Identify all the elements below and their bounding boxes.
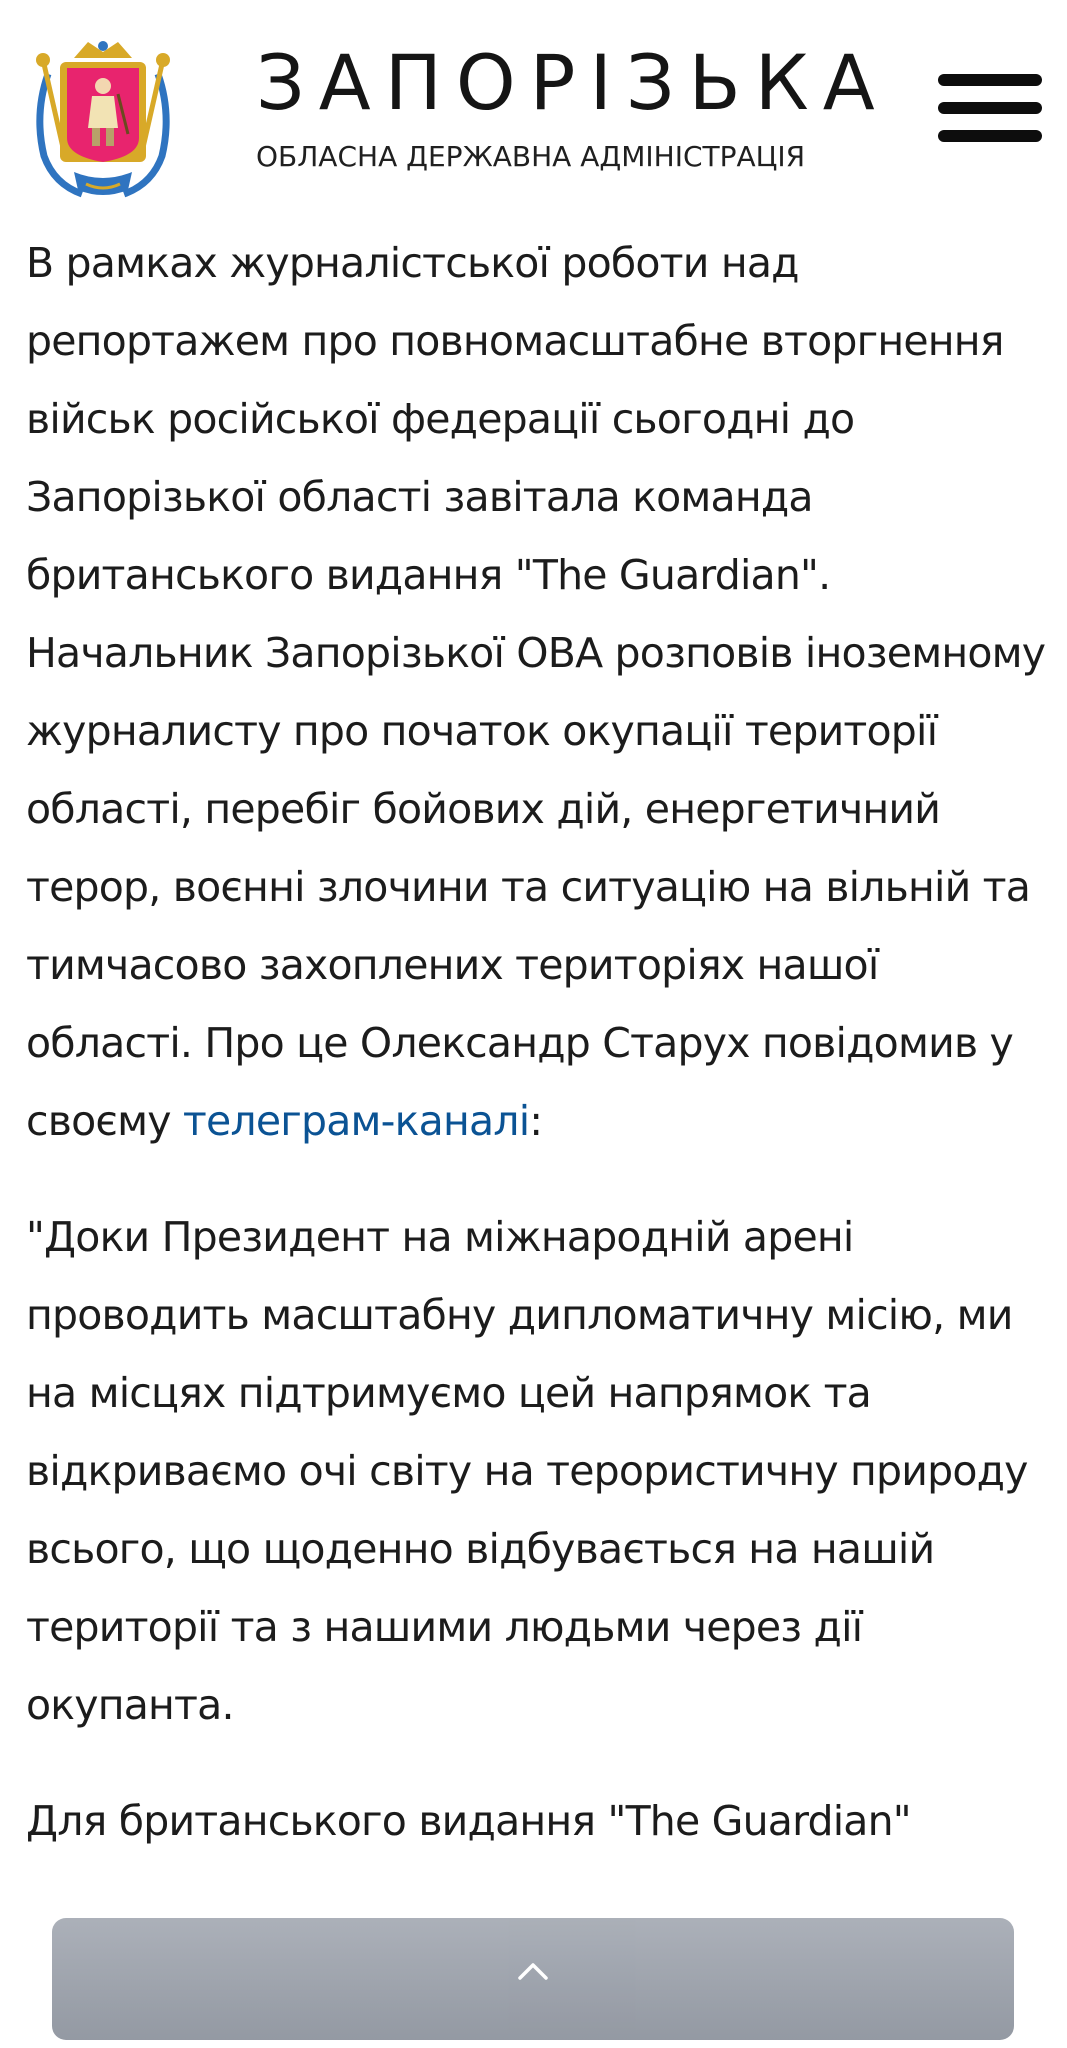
- coat-of-arms-icon[interactable]: [30, 34, 176, 204]
- article-quote-paragraph: "Доки Президент на міжнародній арені проводить масштабну дипломатичну місію, ми на місцях підтримуємо цей напрямок та відкриваємо очі світу на терористичну природу всього, що щоденно відбувається на нашій території та з нашими людьми через дії окупанта.: [26, 1213, 1028, 1729]
- hamburger-menu-icon[interactable]: [938, 74, 1046, 146]
- paragraph-text: В рамках журналістської роботи над репортажем про повномасштабне вторгнення військ російської федерації сьогодні до Запорізької області завітала команда британського видання "The Guardian". Начальник Запорізької ОВА розповів іноземному журналисту про початок окупації території області, перебіг бойових дій, енергетичний терор, воєнні злочини та ситуацію на вільній та тимчасово захоплених територіях нашої області. Про це Олександр Старух повідомив у своєму: [26, 239, 1046, 1145]
- scroll-to-top-button[interactable]: [52, 1918, 1014, 2040]
- article-paragraph: Для британського видання "The Guardian": [26, 1797, 911, 1845]
- menu-bar: [938, 74, 1042, 86]
- site-brand[interactable]: [256, 38, 889, 174]
- article-paragraph: [26, 224, 1046, 1160]
- telegram-channel-link[interactable]: телеграм-каналі: [182, 1097, 530, 1145]
- menu-bar: [938, 130, 1042, 142]
- article-body: [26, 224, 1046, 1898]
- chevron-up-icon: [518, 1962, 548, 1980]
- site-subtitle: ОБЛАСНА ДЕРЖАВНА АДМІНІСТРАЦІЯ: [256, 140, 806, 173]
- site-header: [0, 0, 1067, 205]
- menu-bar: [938, 102, 1042, 114]
- paragraph-punctuation: :: [529, 1097, 543, 1145]
- site-title: ЗАПОРІЗЬКА: [256, 38, 889, 127]
